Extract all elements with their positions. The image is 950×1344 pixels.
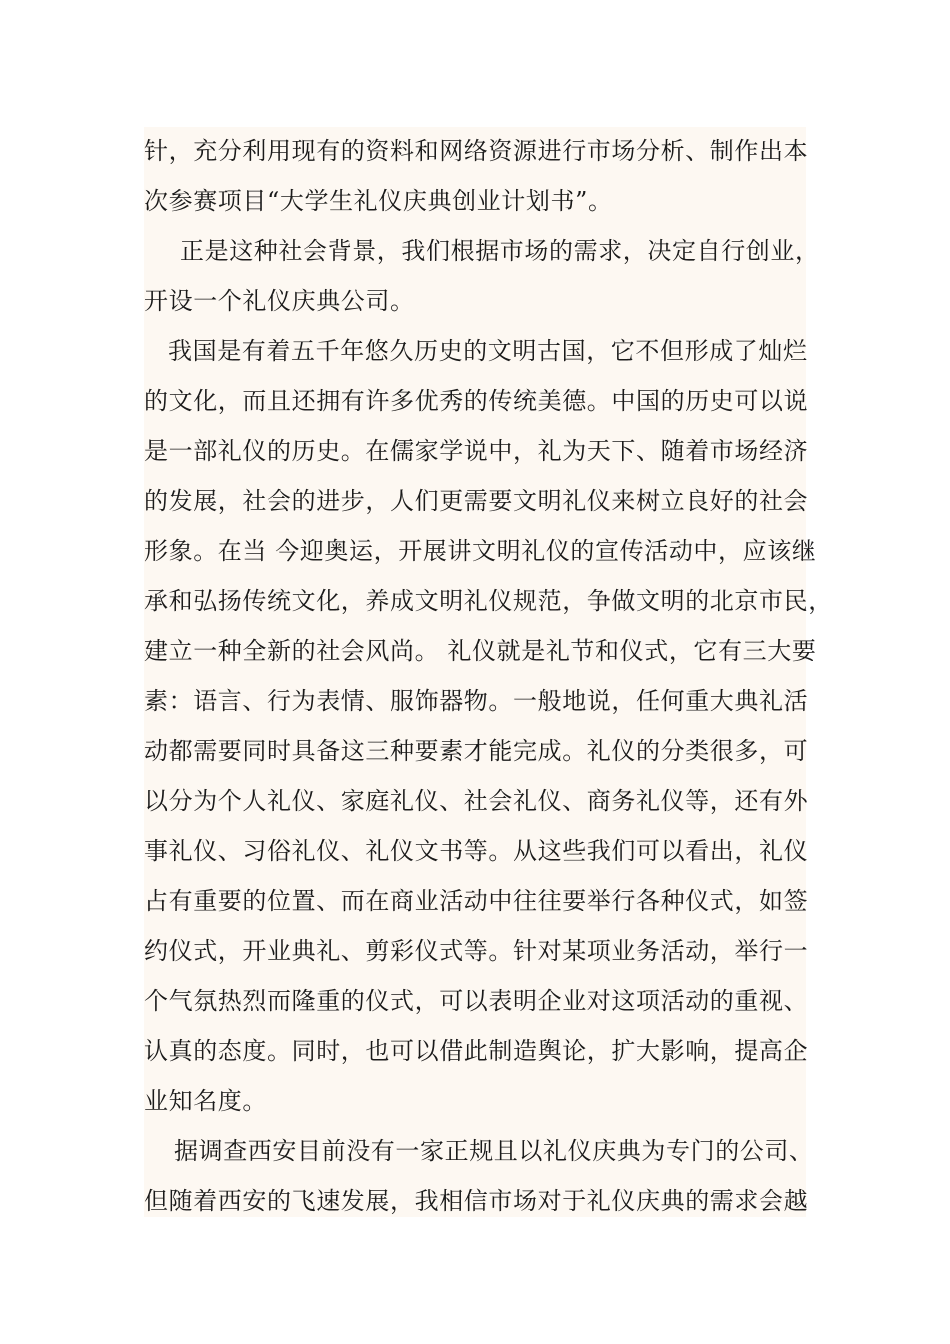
text-line: 动都需要同时具备这三种要素才能完成。礼仪的分类很多，可 — [144, 737, 809, 765]
text-line: 是一部礼仪的历史。在儒家学说中，礼为天下、随着市场经济 — [144, 437, 809, 465]
text-line: 建立一种全新的社会风尚。 礼仪就是礼节和仪式，它有三大要 — [144, 637, 817, 665]
body-text — [144, 127, 833, 1217]
text-line: 形象。在当 今迎奥运，开展讲文明礼仪的宣传活动中，应该继 — [144, 537, 817, 565]
text-line: 个气氛热烈而隆重的仪式，可以表明企业对这项活动的重视、 — [144, 987, 809, 1015]
text-line: 以分为个人礼仪、家庭礼仪、社会礼仪、商务礼仪等，还有外 — [144, 787, 809, 815]
text-line: 据调查西安目前没有一家正规且以礼仪庆典为专门的公司、 — [174, 1137, 814, 1165]
text-line: 但随着西安的飞速发展，我相信市场对于礼仪庆典的需求会越 — [144, 1187, 809, 1215]
text-line: 素：语言、行为表情、服饰器物。一般地说，任何重大典礼活 — [144, 687, 809, 715]
text-line: 认真的态度。同时，也可以借此制造舆论，扩大影响，提高企 — [144, 1037, 809, 1065]
text-line: 约仪式，开业典礼、剪彩仪式等。针对某项业务活动，举行一 — [144, 937, 809, 965]
text-line: 开设一个礼仪庆典公司。 — [144, 287, 415, 315]
text-line: 的发展，社会的进步，人们更需要文明礼仪来树立良好的社会 — [144, 487, 809, 515]
text-line: 承和弘扬传统文化，养成文明礼仪规范，争做文明的北京市民， — [144, 587, 833, 615]
text-line: 正是这种社会背景，我们根据市场的需求，决定自行创业， — [180, 237, 820, 265]
text-line: 的文化，而且还拥有许多优秀的传统美德。中国的历史可以说 — [144, 387, 809, 415]
text-line: 针，充分利用现有的资料和网络资源进行市场分析、制作出本 — [144, 137, 809, 165]
text-line: 业知名度。 — [144, 1087, 267, 1115]
text-line: 次参赛项目“大学生礼仪庆典创业计划书”。 — [144, 187, 613, 215]
text-line: 占有重要的位置、而在商业活动中往往要举行各种仪式，如签 — [144, 887, 809, 915]
text-line: 我国是有着五千年悠久历史的文明古国，它不但形成了灿烂 — [168, 337, 808, 365]
text-line: 事礼仪、习俗礼仪、礼仪文书等。从这些我们可以看出，礼仪 — [144, 837, 809, 865]
